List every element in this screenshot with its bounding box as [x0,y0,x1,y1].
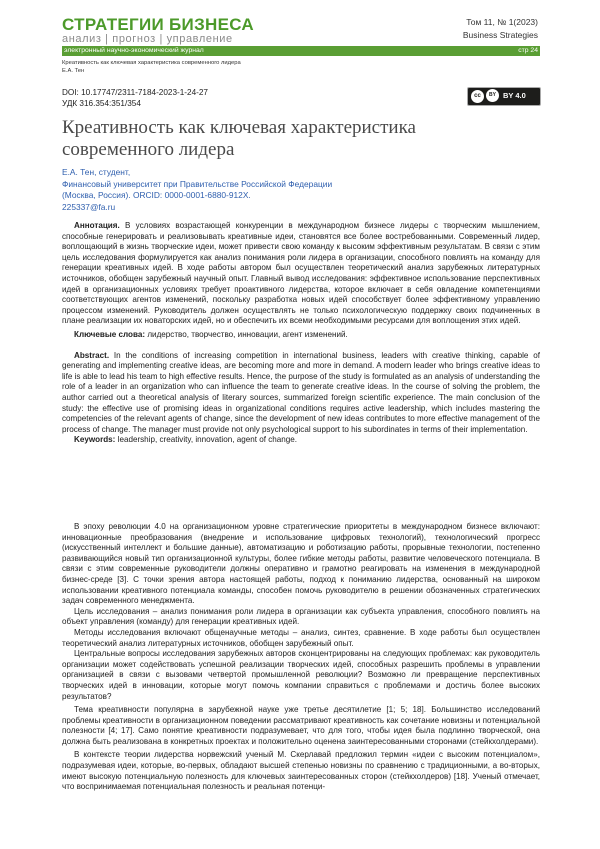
body-paragraph: В эпоху революции 4.0 на организационном уровне стратегические приоритеты в международном бизнесе включают: инновационные преобразования (внедрение и использование цифровых технологий), технологический прогресс (искусственный интеллект и большие данные), автоматизацию и роботизацию работы, прорывные технологии, постепенно развивающийся новый тип организационной культуры, более гибкие методы работы, развитие человеческого потенциала. В связи с этим современные руководители должны оперативно и грамотно реагировать на изменения в международной бизнес-среде [3]. С точки зрения автора настоящей работы, подход к пониманию лидерства, основанный на широком использовании креативного потенциала команды, способен помочь руководителю в решении обозначенных стратегических задач современного менеджмента. [62,522,540,606]
keywords-en [62,435,540,446]
volume-issue: Том 11, № 1(2023) [466,17,538,27]
abstract-en [62,351,540,436]
page-number: стр 24 [518,47,538,54]
author-info [62,167,392,213]
license-label: BY 4.0 [503,91,526,100]
keywords-ru-label: Ключевые слова: [74,329,146,339]
udc: УДК 316.354:351/354 [62,99,141,108]
author-location-orcid: (Москва, Россия). ORCID: 0000-0001-6880-912X. [62,190,251,200]
abstracts [62,221,540,446]
keywords-ru [62,330,540,341]
doi[interactable]: DOI: 10.17747/2311-7184-2023-1-24-27 [62,88,208,97]
author-email[interactable]: 225337@fa.ru [62,201,116,212]
journal-brand-subtitle: анализ | прогноз | управление [62,33,233,45]
keywords-en-text: leadership, creativity, innovation, agent of change. [117,435,298,445]
body-paragraph: В контексте теории лидерства норвежский ученый М. Скерлавай предложил термин «идеи с высоким потенциалом», подразумевая идеи, которые, во-первых, обладают высшей степенью новизны по сравнению с традиционными, а во-вторых, имеют высокую потенциальную полезность для ключевых заинтересованных сторон (стейкхолдеров) [18]. Ученый отмечает, что воспринимаемая потенциальная полезность и реальная потенци- [62,750,540,792]
running-title: Креативность как ключевая характеристика современного лидера [62,60,241,66]
author-affiliation: Финансовый университет при Правительстве Российской Федерации [62,178,333,189]
body-paragraph: Цель исследования – анализ понимания роли лидера в организации как субъекта управления, способного повлиять на объект управления (команду) для генерации креативных идей. [62,606,540,627]
body-paragraph: Центральные вопросы исследования зарубежных авторов сконцентрированы на следующих проблемах: как руководитель организации может содействовать успешной реализации творческих идей, способных разрешить проблемы в управлении организацией в связи с вызовами четвертой промышленной революции? Возможно ли превращение перспективных творческих идей в инновации, которые могут помочь компании справиться с проблемами и достичь более высоких результатов? [62,649,540,701]
abstract-en-text: In the conditions of increasing competition in international business, leaders with creative thinking, capable of generating and implementing creative ideas, are becoming more and more in demand. A modern leader who brings creative ideas to life is able to lead his team to high effective results. Hence, the purpose of the study is formulated as an analysis of understanding the role of a leader in an organization who can influence the team to generate creative ideas. In the course of solving the problem, the author carried out a theoretical analysis of literary sources, summarized foreign scientific experience. The main conclusion of the study: the effective use of promising ideas in organizational conditions requires active leadership, which includes mastering the competencies of the relevant agents of change, since the development of new ideas contributes to more effective management of the process of change. The manager must provide not only psychological support to his subordinates in terms of their implementation. [62,350,541,434]
body-paragraph: Тема креативности популярна в зарубежной науке уже третье десятилетие [1; 5; 18]. Большинство исследований проблемы креативности в организационном поведении рассматривают креативность как сочетание новизны и потенциальной полезности [4; 17]. Само понятие креативности подразумевает, что для того, чтобы идея была подлинно творческой, она должна быть реализована в конкретных проектах и положительно оценена заинтересованными сторонами (стейкхолдерами). [62,705,540,746]
abstract-ru-text: В условиях возрастающей конкуренции в международном бизнесе лидеры с творческим мышлением, способные генерировать и реализовывать креативные идеи, становятся все более востребованными. Современный лидер, воплощающий в жизнь творческие идеи, может привести свою команду к высоким эффективным результатам. В связи с этим цель исследования формулируется как анализ понимания роли лидера в организации, способного повлиять на команду для генерации креативных идей. В ходе работы автором был осуществлен теоретический анализ зарубежных литературных источников, обобщен зарубежный научный опыт. Главный вывод исследования: эффективное использование перспективных идей в организационных условиях требует проактивного лидерства, которое включает в себя овладение компетенциями соответствующих агентов изменений, поскольку разработка новых идей способствует более эффективному управлению процессом изменений. Руководитель должен осуществлять не только психологическую поддержку своих подчиненных в плане реализации их новаторских идей, но и обеспечить их всеми необходимыми ресурсами для воплощения этих идей. [62,221,540,326]
abstract-ru-label: Аннотация. [74,221,120,230]
article-body [62,522,540,793]
journal-english-name: Business Strategies [462,30,538,40]
journal-type-label: электронный научно-экономический журнал [64,47,204,54]
keywords-ru-text: лидерство, творчество, инновации, агент изменений. [147,329,348,339]
abstract-ru [62,221,540,327]
author-name: Е.А. Тен, студент, [62,167,131,177]
body-paragraph: Методы исследования включают общенаучные методы – анализ, синтез, сравнение. В ходе работы был осуществлен теоретический анализ литературных источников, обобщен зарубежный опыт. [62,627,540,648]
article-title: Креативность как ключевая характеристика современного лидера [62,117,416,160]
journal-brand-title: СТРАТЕГИИ БИЗНЕСА [62,15,254,34]
running-author: Е.А. Тен [62,68,85,74]
running-header [62,59,241,75]
creative-commons-icon: cc [470,89,485,104]
abstract-en-label: Abstract. [74,350,110,360]
article-identifiers [62,87,208,109]
keywords-en-label: Keywords: [74,435,116,445]
attribution-icon: BY [486,89,499,102]
